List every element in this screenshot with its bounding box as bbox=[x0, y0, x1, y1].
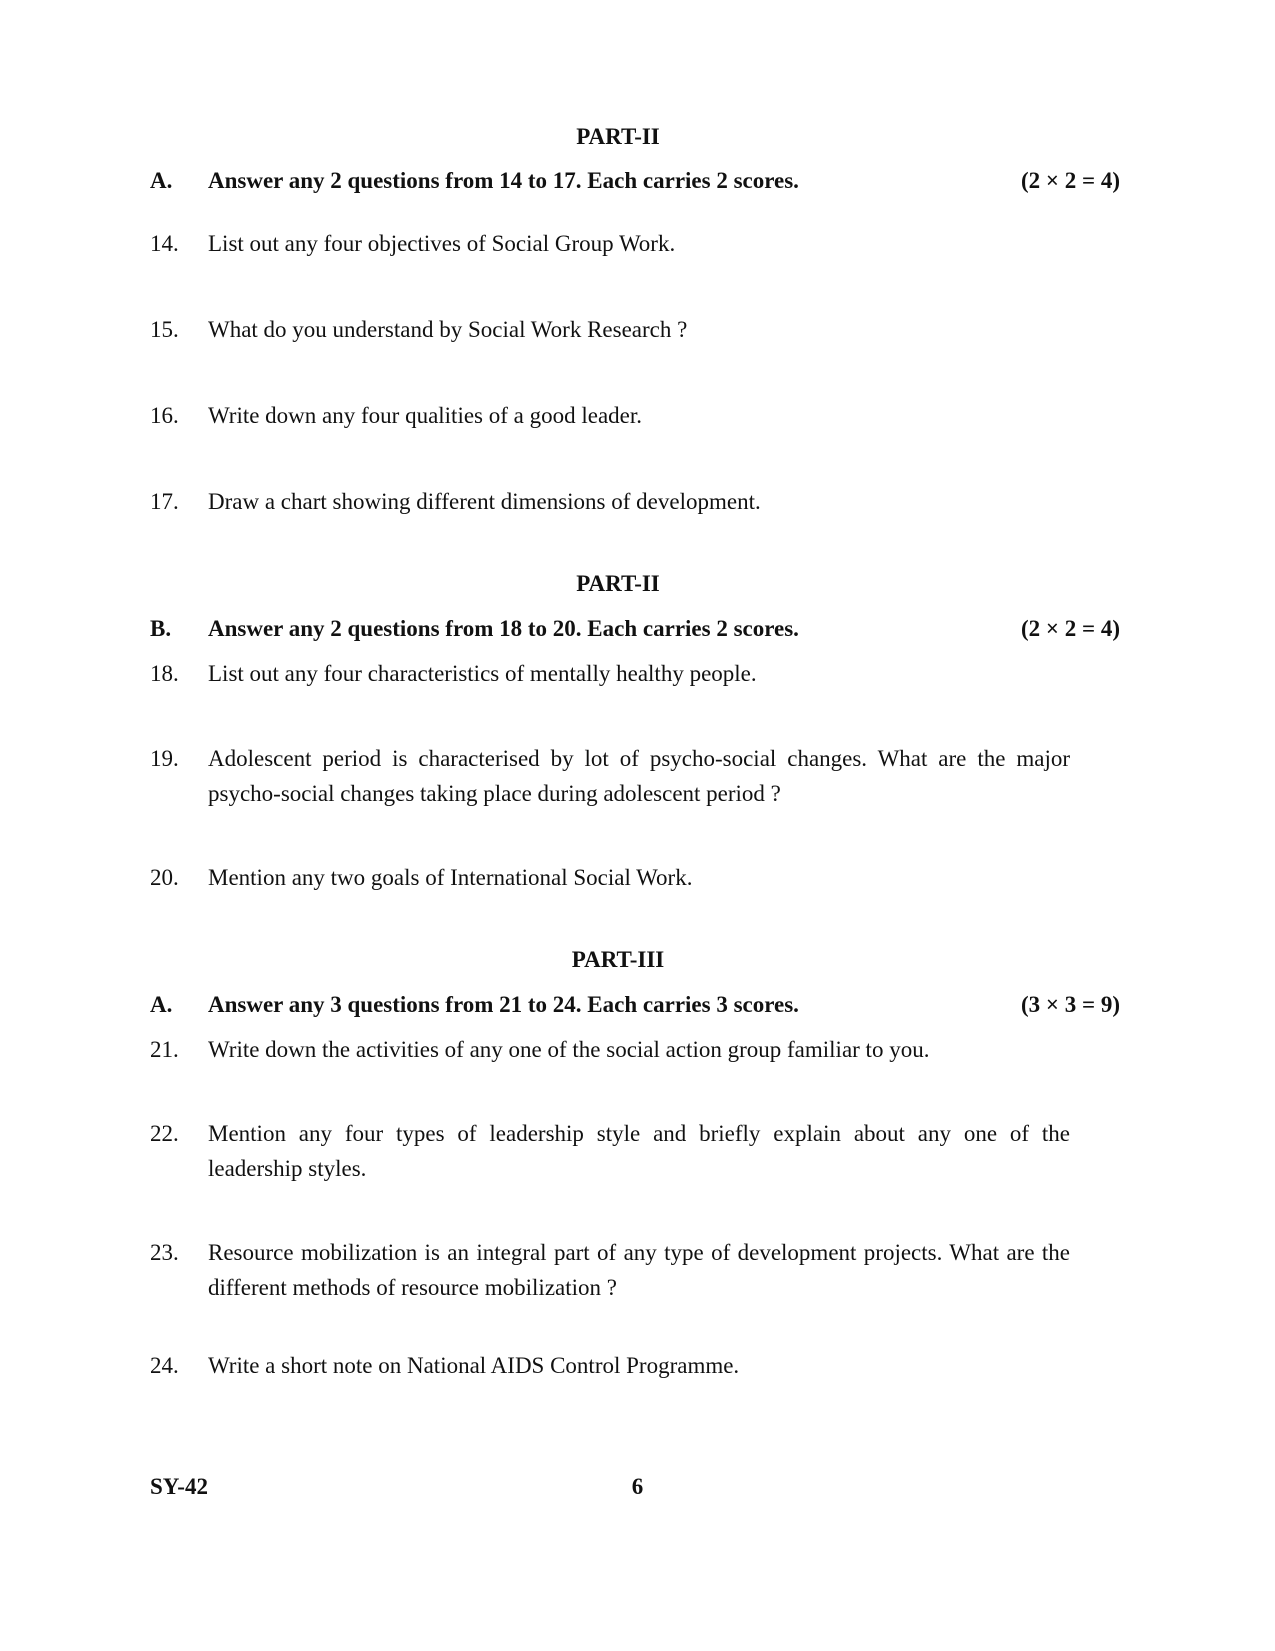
instruction-text: Answer any 3 questions from 21 to 24. Each carries 3 scores. bbox=[208, 992, 799, 1017]
question-item bbox=[150, 1348, 1070, 1383]
question-text: Resource mobilization is an integral part of any type of development projects. What are the different methods of resource mobilization ? bbox=[208, 1240, 1070, 1300]
section-letter: A. bbox=[150, 168, 173, 193]
question-item bbox=[150, 860, 1070, 895]
section-heading: PART-II bbox=[576, 124, 660, 149]
section-heading: PART-III bbox=[571, 947, 665, 972]
question-text: Write a short note on National AIDS Control Programme. bbox=[208, 1353, 740, 1378]
question-item bbox=[150, 1032, 1070, 1067]
marks-formula: (2 × 2 = 4) bbox=[1020, 616, 1120, 641]
question-text: List out any four objectives of Social Group Work. bbox=[208, 231, 676, 256]
question-number: 24. bbox=[150, 1353, 179, 1378]
question-item bbox=[150, 312, 1070, 347]
marks-formula: (2 × 2 = 4) bbox=[1020, 168, 1120, 193]
question-text: Adolescent period is characterised by lot of psycho-social changes. What are the major psycho-social changes taking place during adolescent period ? bbox=[208, 746, 1070, 806]
section-letter: B. bbox=[150, 616, 172, 641]
question-item bbox=[150, 226, 1070, 261]
question-item bbox=[150, 741, 1070, 811]
page-number: 6 bbox=[631, 1474, 644, 1499]
section-instruction bbox=[150, 992, 1120, 1022]
question-text: Mention any two goals of International Social Work. bbox=[208, 865, 693, 890]
question-text: List out any four characteristics of mentally healthy people. bbox=[208, 661, 757, 686]
question-number: 20. bbox=[150, 865, 179, 890]
marks-formula: (3 × 3 = 9) bbox=[1020, 992, 1120, 1017]
section-heading: PART-II bbox=[576, 571, 660, 596]
question-number: 22. bbox=[150, 1121, 179, 1146]
question-number: 19. bbox=[150, 746, 179, 771]
question-number: 17. bbox=[150, 489, 179, 514]
question-number: 16. bbox=[150, 403, 179, 428]
question-item bbox=[150, 656, 1070, 691]
question-text: Write down the activities of any one of the social action group familiar to you. bbox=[208, 1037, 930, 1062]
paper-code: SY-42 bbox=[150, 1474, 208, 1499]
instruction-text: Answer any 2 questions from 18 to 20. Each carries 2 scores. bbox=[208, 616, 799, 641]
question-item bbox=[150, 484, 1070, 519]
question-text: Draw a chart showing different dimensions of development. bbox=[208, 489, 761, 514]
section-instruction bbox=[150, 616, 1120, 646]
question-number: 14. bbox=[150, 231, 179, 256]
question-item bbox=[150, 1235, 1070, 1305]
question-text: Write down any four qualities of a good leader. bbox=[208, 403, 643, 428]
question-text: What do you understand by Social Work Research ? bbox=[208, 317, 688, 342]
section-instruction bbox=[150, 168, 1120, 198]
question-number: 23. bbox=[150, 1240, 179, 1265]
section-letter: A. bbox=[150, 992, 173, 1017]
question-number: 18. bbox=[150, 661, 179, 686]
question-number: 21. bbox=[150, 1037, 179, 1062]
question-text: Mention any four types of leadership style and briefly explain about any one of the leadership styles. bbox=[208, 1121, 1070, 1181]
question-item bbox=[150, 398, 1070, 433]
instruction-text: Answer any 2 questions from 14 to 17. Each carries 2 scores. bbox=[208, 168, 799, 193]
question-item bbox=[150, 1116, 1070, 1186]
question-number: 15. bbox=[150, 317, 179, 342]
